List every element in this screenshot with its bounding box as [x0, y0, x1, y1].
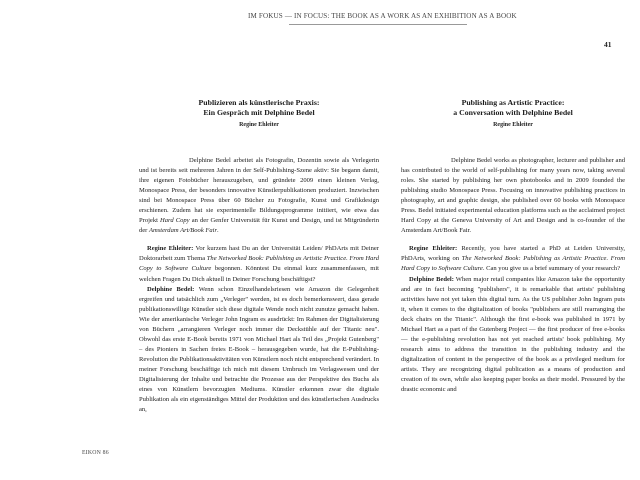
english-question-speaker: Regine Ehleiter: — [409, 245, 458, 253]
german-question-text: Vor kurzem hast Du an der Universität Leiden/ PhDArts mit Deiner Doktorarbeit zum Thema — [139, 245, 379, 263]
german-intro-text-mid: an der Genfer Universität für Kunst und Design, und ist Mitgründerin der — [139, 217, 379, 235]
german-answer-paragraph — [139, 285, 379, 416]
german-intro-text: Delphine Bedel arbeitet als Fotografin, Dozentin sowie als Verlegerin und ist bereits seit mehreren Jahren in der Self-Publishing-Szene aktiv: Sie begann damit, ihre eigenen Fotobücher herauszugeben, und gründete 2009 einen kleinen Verlag, Monospace Press, der besonders innovative Künstlerpublikationen produziert. Inzwischen sind bei Monospace Press über 60 Bücher zu Fotografie, Kunst und Grafikdesign erschienen. Zudem hat sie experimentelle Bildungsprogramme initiiert, wie etwa das Projekt — [139, 157, 379, 225]
german-answer-text: Wenn schon Einzelhandelsriesen wie Amazon die Gelegenheit ergreifen und tatsächlich zum „Verleger" werden, ist es doch bemerkenswert, dass gerade publikationswillige Künstler sich diese digitale Wende noch nicht zunutze gemacht haben. Wie der amerikanische Verleger John Ingram es ausdrückt: Im Rahmen der Digitalisierung von Büchern „arrangieren Verleger noch immer die Deckstühle auf der Titanic neu". Obwohl das erste E-Book bereits 1971 von Michael Hart als Teil des „Projekt Gutenberg" – des Pioniers in Sachen freies E-Book – herausgegeben wurde, hat die E-Publishing-Revolution die Publikationsaktivitäten von Künstlern noch nicht entsprechend verändert. In meiner Forschung beschäftige ich mich mit diesem Umbruch im Verlagswesen und der Digitalisierung der Inhalte und betrachte die Prozesse aus der Perspektive des Buchs als eines von Künstlern bevorzugten Mediums. Künstler erkennen zwar die digitale Publikation als ein eigenständiges Mittel der Produktion und des künstlerischen Ausdrucks an, — [139, 285, 379, 414]
journal-folio: EIKON 86 — [82, 450, 109, 456]
german-byline: Regine Ehleiter — [239, 122, 279, 128]
english-question-paragraph — [401, 244, 625, 274]
german-intro-italic-hard-copy: Hard Copy — [160, 217, 190, 225]
german-title-line2: Ein Gespräch mit Delphine Bedel — [203, 108, 315, 117]
english-title-line2: a Conversation with Delphine Bedel — [453, 108, 573, 117]
german-question-speaker: Regine Ehleiter: — [147, 245, 194, 253]
english-question-text-end: . Can you give us a brief summary of your research? — [482, 265, 621, 273]
page-number: 41 — [604, 40, 612, 49]
german-intro-italic-fair: Amsterdam Art/Book Fair — [149, 227, 218, 235]
header-rule — [289, 24, 467, 25]
german-title-line1: Publizieren als künstlerische Praxis: — [198, 98, 320, 107]
english-answer-text: When major retail companies like Amazon take the opportunity and are in fact becoming "publishers", it is remarkable that artists' publishing activities have not yet taken this digital turn. As the US publisher John Ingram puts it, when it comes to the digitalization of books "publishers are still rearranging the deck chairs on the Titanic". Although the first e-book was published in 1971 by Michael Hart as a part of the Gutenberg Project — the first producer of free e-books — the e-publishing revolution has not yet reached artists' book publishing. My research aims to address the transition in the publishing industry and the digitalization of content in the perspective of the book as a privileged medium for artists. They are recognizing digital publication as a means of production and creation of its own, while also keeping paper books as their model. Pressured by the drastic economic and — [401, 275, 625, 394]
english-question-text: Recently, you have started a PhD at Leiden University, PhDArts, working on — [401, 245, 625, 263]
english-answer-speaker: Delphine Bedel: — [409, 275, 454, 283]
german-intro-paragraph — [139, 156, 379, 236]
english-column — [401, 98, 625, 395]
english-byline: Regine Ehleiter — [493, 122, 533, 128]
english-title — [401, 98, 625, 118]
german-title — [139, 98, 379, 118]
german-intro-text-end: . — [217, 227, 219, 235]
german-question-text-end: begonnen. Könntest Du einmal kurz zusammenfassen, mit welchen Fragen Du Dich aktuell in Deiner Forschung beschäftigst? — [139, 265, 379, 283]
english-title-line1: Publishing as Artistic Practice: — [461, 98, 565, 107]
german-answer-speaker: Delphine Bedel: — [147, 285, 195, 293]
german-question-paragraph — [139, 244, 379, 284]
english-answer-paragraph — [401, 275, 625, 396]
german-column — [139, 98, 379, 415]
english-question-italic: The Networked Book: Publishing as Artistic Practice. From Hard Copy to Software Culture — [401, 255, 625, 273]
english-intro-paragraph: Delphine Bedel works as photographer, lecturer and publisher and has contributed to the world of self-publishing for many years now, taking several roles. She started by publishing her own photobooks and in 2009 founded the publishing studio Monospace Press. Focusing on innovative publishing practices in photography, art and graphic design, she published over 60 books with Monospace Press. Bedel initiated experimental education platforms such as the acclaimed project Hard Copy at the Geneva University of Art and Design and is co-founder of the Amsterdam Art/Book Fair. — [401, 157, 625, 235]
running-head: IM FOKUS — IN FOCUS: THE BOOK AS A WORK AS AN EXHIBITION AS A BOOK — [248, 12, 517, 20]
german-question-italic: The Networked Book: Publishing as Artistic Practice. From Hard Copy to Software Culture — [139, 255, 379, 273]
